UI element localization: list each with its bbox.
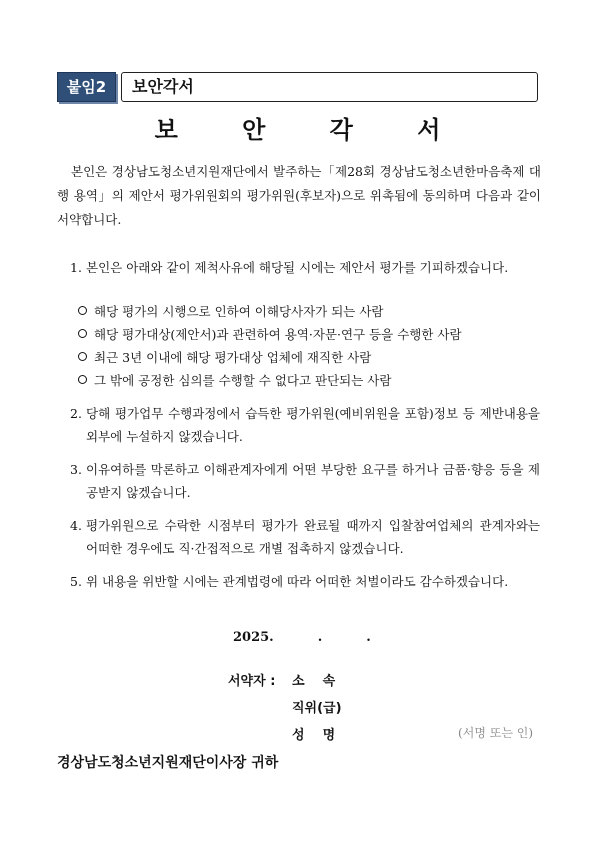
pledge-item-text: 위 내용을 위반할 시에는 관계법령에 따라 어떠한 처벌이라도 감수하겠습니다.: [86, 574, 509, 589]
disqualification-bullet-4: [78, 369, 391, 392]
header-row: [57, 72, 538, 102]
affiliation-label: 소 속: [292, 674, 336, 689]
pledge-item-text: 본인은 아래와 같이 제척사유에 해당될 시에는 제안서 평가를 기피하겠습니다.: [86, 260, 509, 275]
date-day-dot: .: [366, 630, 371, 645]
document-title: 보 안 각 서: [154, 116, 469, 144]
circle-bullet-icon: [78, 352, 87, 361]
pledge-item-number: 1.: [70, 260, 82, 275]
pledge-item-text: 평가위원으로 수락한 시점부터 평가가 완료될 때까지 입찰참여업체의 관계자와는 어떠한 경우에도 직·간접적으로 개별 접촉하지 않겠습니다.: [86, 518, 540, 556]
pledger-label: 서약자 :: [228, 674, 276, 689]
bullet-text: 해당 평가의 시행으로 인하여 이해당사자가 되는 사람: [94, 304, 384, 319]
bullet-text: 해당 평가대상(제안서)과 관련하여 용역·자문·연구 등을 수행한 사람: [94, 327, 462, 342]
pledge-item-text: 이유여하를 막론하고 이해관계자에게 어떤 부당한 요구를 하거나 금품·향응 등을 제공받지 않겠습니다.: [86, 462, 540, 500]
intro-paragraph: 본인은 경상남도청소년지원재단에서 발주하는「제28회 경상남도청소년한마음축제 대행 용역」의 제안서 평가위원회의 평가위원(후보자)으로 위촉됨에 동의하며 다음과 같이 서약합니다.: [57, 164, 541, 227]
pledge-item-4: [70, 514, 540, 560]
pledge-item-number: 4.: [70, 518, 82, 533]
pledge-item-number: 3.: [70, 462, 82, 477]
circle-bullet-icon: [78, 329, 87, 338]
pledge-item-2: [70, 402, 540, 448]
disqualification-bullet-3: [78, 346, 371, 369]
bullet-text: 최근 3년 이내에 해당 평가대상 업체에 재직한 사람: [94, 350, 372, 365]
pledge-item-1: [70, 256, 540, 279]
pledge-item-number: 5.: [70, 574, 82, 589]
date-month-dot: .: [317, 630, 323, 645]
circle-bullet-icon: [78, 375, 87, 384]
date-line: [233, 630, 371, 645]
header-title-box: 보안각서: [121, 72, 538, 102]
pledge-item-text: 당해 평가업무 수행과정에서 습득한 평가위원(예비위원을 포함)정보 등 제반내용을 외부에 누설하지 않겠습니다.: [86, 406, 540, 444]
pledge-item-5: [70, 570, 540, 593]
name-label: 성 명: [292, 728, 336, 743]
disqualification-bullet-1: [78, 300, 384, 323]
bullet-text: 그 밖에 공정한 심의를 수행할 수 없다고 판단되는 사람: [94, 373, 392, 388]
circle-bullet-icon: [78, 306, 87, 315]
pledge-item-3: [70, 458, 540, 504]
date-year: 2025.: [233, 630, 274, 645]
disqualification-bullet-2: [78, 323, 462, 346]
signature-or-seal-note: (서명 또는 인): [458, 726, 533, 740]
addressee: 경상남도청소년지원재단이사장 귀하: [57, 755, 279, 771]
pledge-item-number: 2.: [70, 406, 82, 421]
attachment-badge: 붙임2: [57, 72, 116, 102]
position-label: 직위(급): [292, 701, 342, 716]
